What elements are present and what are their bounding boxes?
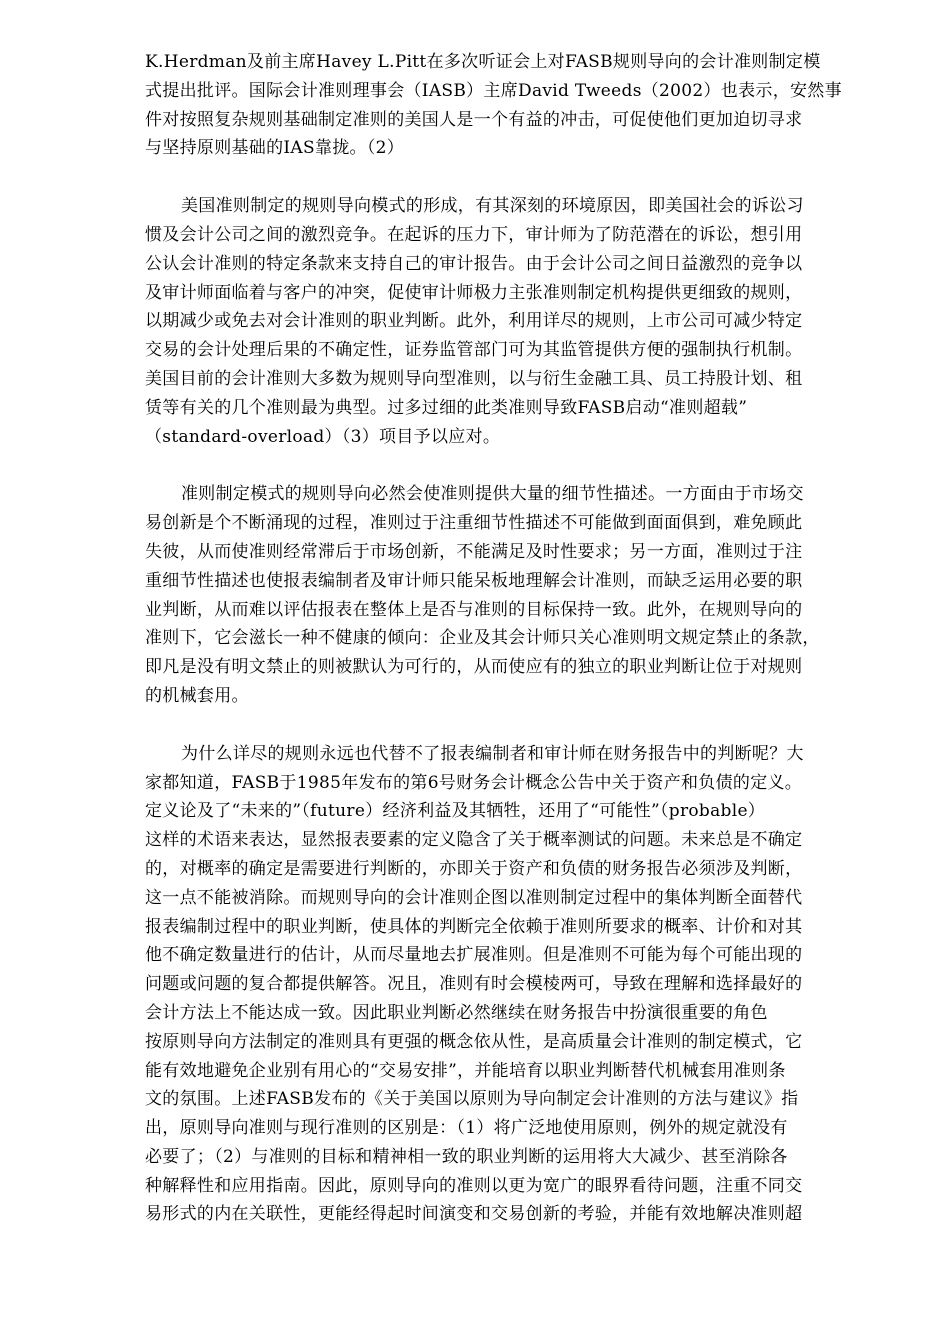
text-line: 交易的会计处理后果的不确定性，证券监管部门可为其监管提供方便的强制执行机制。 [145,340,803,361]
text-line: 式提出批评。国际会计准则理事会（IASB）主席David Tweeds（2002）也表示，安然事 [145,80,842,101]
text-line: 美国准则制定的规则导向模式的形成，有其深刻的环境原因，即美国社会的诉讼习 [181,196,804,217]
text-line: K.Herdman及前主席Havey L.Pitt在多次听证会上对FASB规则导向的会计准则制定模 [145,52,821,72]
text-line: 家都知道，FASB于1985年发布的第6号财务会计概念公告中关于资产和负债的定义。 [145,772,803,793]
paragraph-4 [145,740,873,1230]
paragraph-2 [145,192,873,451]
text-line: 他不确定数量进行的估计，从而尽量地去扩展准则。但是准则不可能为每个可能出现的 [145,945,803,966]
text-line: 公认会计准则的特定条款来支持自己的审计报告。由于会计公司之间日益激烈的竞争以 [145,253,803,274]
text-line: 出，原则导向准则与现行准则的区别是：（1）将广泛地使用原则，例外的规定就没有 [145,1118,788,1139]
text-line: 及审计师面临着与客户的冲突，促使审计师极力主张准则制定机构提供更细致的规则， [145,282,803,303]
text-line: 问题或问题的复合都提供解答。况且，准则有时会模棱两可，导致在理解和选择最好的 [145,974,803,995]
text-line: 重细节性描述也使报表编制者及审计师只能呆板地理解会计准则，而缺乏运用必要的职 [145,570,803,591]
paragraph-gap [145,451,873,480]
text-line: 美国目前的会计准则大多数为规则导向型准则，以与衍生金融工具、员工持股计划、租 [145,368,803,389]
text-line: 件对按照复杂规则基础制定准则的美国人是一个有益的冲击，可促使他们更加迫切寻求 [145,109,803,130]
paragraph-3 [145,480,873,710]
text-line: 的机械套用。 [145,685,249,706]
text-line: 报表编制过程中的职业判断，使具体的判断完全依赖于准则所要求的概率、计价和对其 [145,916,803,937]
text-line: 失彼，从而使准则经常滞后于市场创新，不能满足及时性要求；另一方面，准则过于注 [145,541,803,562]
text-line: 易形式的内在关联性，更能经得起时间演变和交易创新的考验，并能有效地解决准则超 [145,1204,803,1225]
text-line: 为什么详尽的规则永远也代替不了报表编制者和审计师在财务报告中的判断呢？大 [181,743,804,764]
text-line: 这一点不能被消除。而规则导向的会计准则企图以准则制定过程中的集体判断全面替代 [145,887,803,908]
text-line: 这样的术语来表达，显然报表要素的定义隐含了关于概率测试的问题。未来总是不确定 [145,830,803,851]
text-line: 的，对概率的确定是需要进行判断的，亦即关于资产和负债的财务报告必须涉及判断， [145,858,803,879]
document-page [145,48,873,1229]
text-line: 定义论及了“未来的”（future）经济利益及其牺牲，还用了“可能性”（probable） [145,801,766,822]
text-line: 会计方法上不能达成一致。因此职业判断必然继续在财务报告中扮演很重要的角色 [145,1002,768,1023]
text-line: 惯及会计公司之间的激烈竞争。在起诉的压力下，审计师为了防范潜在的诉讼，想引用 [145,224,803,245]
text-line: 业判断，从而难以评估报表在整体上是否与准则的目标保持一致。此外，在规则导向的 [145,599,803,620]
text-line: 必要了；（2）与准则的目标和精神相一致的职业判断的运用将大大减少、甚至消除各 [145,1146,788,1167]
text-line: 按原则导向方法制定的准则具有更强的概念依从性，是高质量会计准则的制定模式，它 [145,1031,803,1052]
text-line: 准则下，它会滋长一种不健康的倾向：企业及其会计师只关心准则明文规定禁止的条款， [145,628,820,649]
text-line: 种解释性和应用指南。因此，原则导向的准则以更为宽广的眼界看待问题，注重不同交 [145,1175,803,1196]
text-line: 与坚持原则基础的IAS靠拢。（2） [145,138,405,159]
text-line: 准则制定模式的规则导向必然会使准则提供大量的细节性描述。一方面由于市场交 [181,484,804,505]
paragraph-gap [145,711,873,740]
text-line: 赁等有关的几个准则最为典型。过多过细的此类准则导致FASB启动“准则超载” [145,397,748,418]
paragraph-1 [145,48,873,163]
text-line: 文的氛围。上述FASB发布的《关于美国以原则为导向制定会计准则的方法与建议》指 [145,1089,799,1110]
paragraph-gap [145,163,873,192]
text-line: 以期减少或免去对会计准则的职业判断。此外，利用详尽的规则，上市公司可减少特定 [145,311,803,332]
text-line: 能有效地避免企业别有用心的“交易安排”，并能培育以职业判断替代机械套用准则条 [145,1060,786,1081]
text-line: （standard-overload）（3）项目予以应对。 [145,426,501,447]
text-line: 即凡是没有明文禁止的则被默认为可行的，从而使应有的独立的职业判断让位于对规则 [145,657,803,678]
text-line: 易创新是个不断涌现的过程，准则过于注重细节性描述不可能做到面面俱到，难免顾此 [145,513,803,534]
